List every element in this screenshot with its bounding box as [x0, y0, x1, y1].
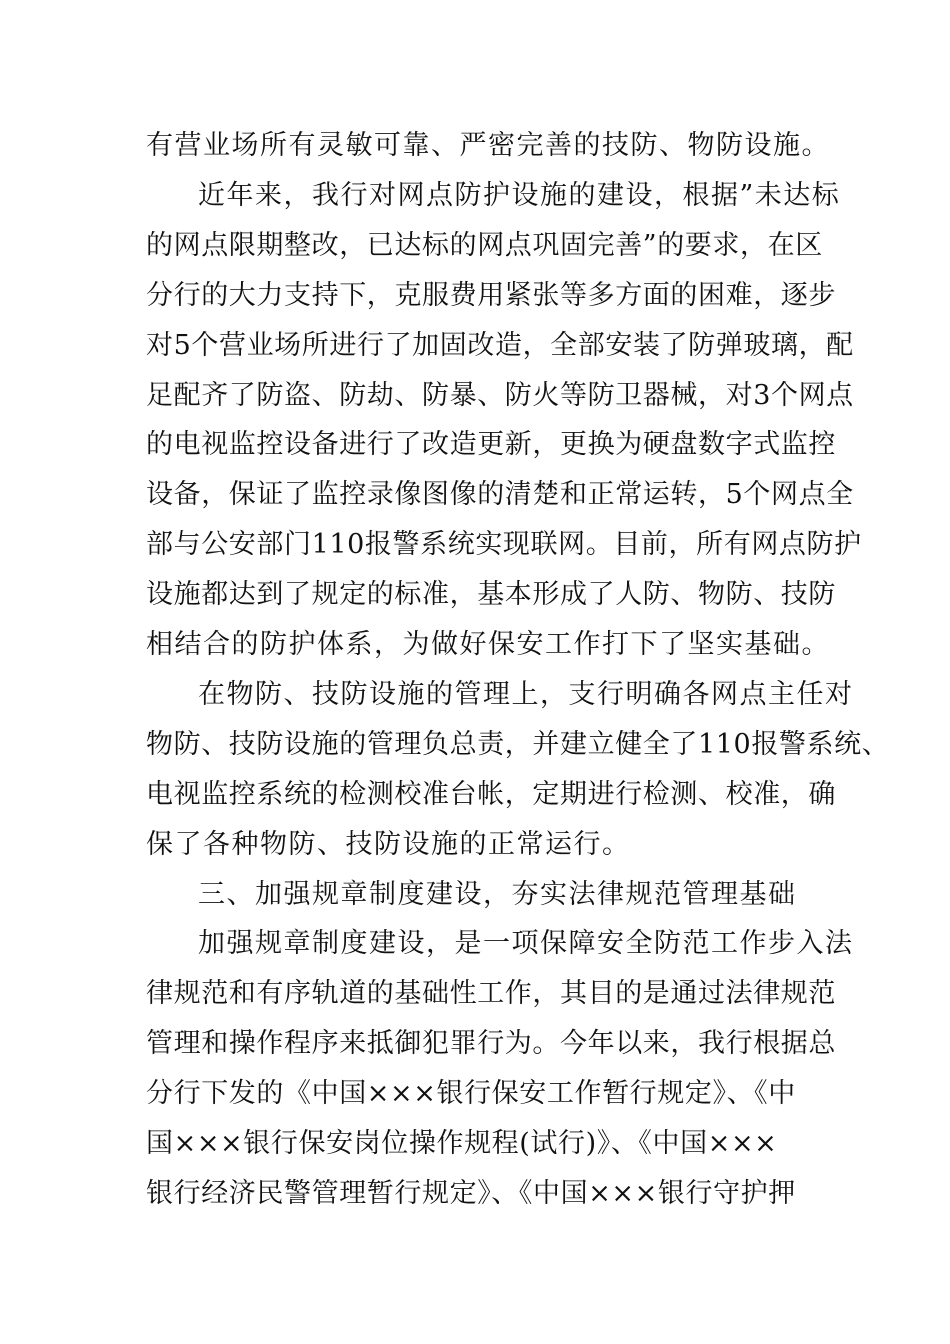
- text-line: 足配齐了防盗、防劫、防暴、防火等防卫器械，对3个网点: [146, 379, 854, 411]
- text-line: 近年来，我行对网点防护设施的建设，根据”未达标: [198, 179, 841, 211]
- text-line: 物防、技防设施的管理负总责，并建立健全了110报警系统、: [146, 728, 890, 760]
- text-line: 的网点限期整改，已达标的网点巩固完善”的要求，在区: [146, 229, 823, 261]
- text-line: 在物防、技防设施的管理上，支行明确各网点主任对: [198, 678, 854, 710]
- text-line: 电视监控系统的检测校准台帐，定期进行检测、校准，确: [146, 778, 836, 810]
- section-heading: 三、加强规章制度建设，夯实法律规范管理基础: [198, 878, 797, 910]
- text-line: 相结合的防护体系，为做好保安工作打下了坚实基础。: [146, 629, 830, 660]
- text-line: 有营业场所有灵敏可靠、严密完善的技防、物防设施。: [146, 130, 830, 161]
- text-line: 律规范和有序轨道的基础性工作，其目的是通过法律规范: [146, 978, 836, 1010]
- text-line: 设备，保证了监控录像图像的清楚和正常运转，5个网点全: [146, 479, 854, 511]
- text-line: 银行经济民警管理暂行规定》、《中国×××银行守护押: [146, 1177, 796, 1209]
- text-line: 的电视监控设备进行了改造更新，更换为硬盘数字式监控: [146, 429, 836, 461]
- text-line: 设施都达到了规定的标准，基本形成了人防、物防、技防: [146, 579, 836, 611]
- text-line: 分行的大力支持下，克服费用紧张等多方面的困难，逐步: [146, 279, 836, 311]
- text-line: 加强规章制度建设，是一项保障安全防范工作步入法: [198, 928, 854, 960]
- text-line: 保了各种物防、技防设施的正常运行。: [146, 828, 631, 860]
- text-line: 管理和操作程序来抵御犯罪行为。今年以来，我行根据总: [146, 1028, 836, 1060]
- text-line: 部与公安部门110报警系统实现联网。目前，所有网点防护: [146, 529, 862, 561]
- text-line: 国×××银行保安岗位操作规程(试行)》、《中国×××: [146, 1128, 778, 1159]
- text-line: 分行下发的《中国×××银行保安工作暂行规定》、《中: [146, 1078, 796, 1110]
- text-line: 对5个营业场所进行了加固改造，全部安装了防弹玻璃，配: [146, 329, 854, 361]
